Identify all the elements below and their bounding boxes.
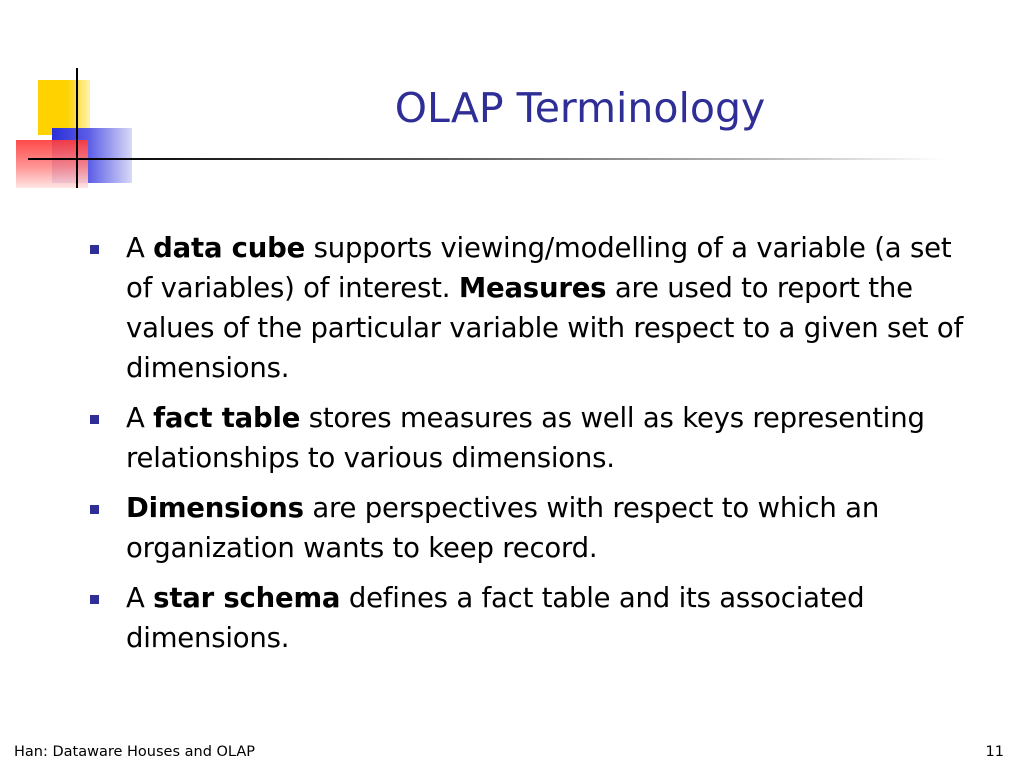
bullet-item [86, 228, 986, 388]
bullet-list [86, 228, 986, 668]
term-dimensions: Dimensions [126, 492, 304, 524]
term-star-schema: star schema [153, 582, 341, 614]
slide-title: OLAP Terminology [394, 84, 766, 132]
term-data-cube: data cube [153, 232, 306, 264]
bullet-square-icon [90, 505, 99, 514]
page-number: 11 [985, 744, 1004, 760]
bullet-square-icon [90, 595, 99, 604]
bullet-square-icon [90, 415, 99, 424]
bullet-text: A data cube supports viewing/modelling of a variable (a set of variables) of interest. Measures are used to report the values of the particular variable with respect to a given set of dimensions. [126, 232, 964, 384]
bullet-text: A fact table stores measures as well as keys representing relationships to various dimensions. [126, 402, 925, 474]
bullet-text: Dimensions are perspectives with respect to which an organization wants to keep record. [126, 492, 880, 564]
bullet-item [86, 488, 986, 568]
bullet-square-icon [90, 245, 99, 254]
bullet-text: A star schema defines a fact table and its associated dimensions. [126, 582, 865, 654]
term-fact-table: fact table [153, 402, 301, 434]
decorative-logo [0, 0, 140, 195]
term-measures: Measures [458, 272, 607, 304]
bullet-item [86, 578, 986, 658]
logo-vertical-line [76, 68, 78, 188]
title-divider [84, 158, 944, 160]
bullet-item [86, 398, 986, 478]
logo-yellow-square [38, 80, 90, 135]
footer-caption: Han: Dataware Houses and OLAP [14, 744, 255, 760]
